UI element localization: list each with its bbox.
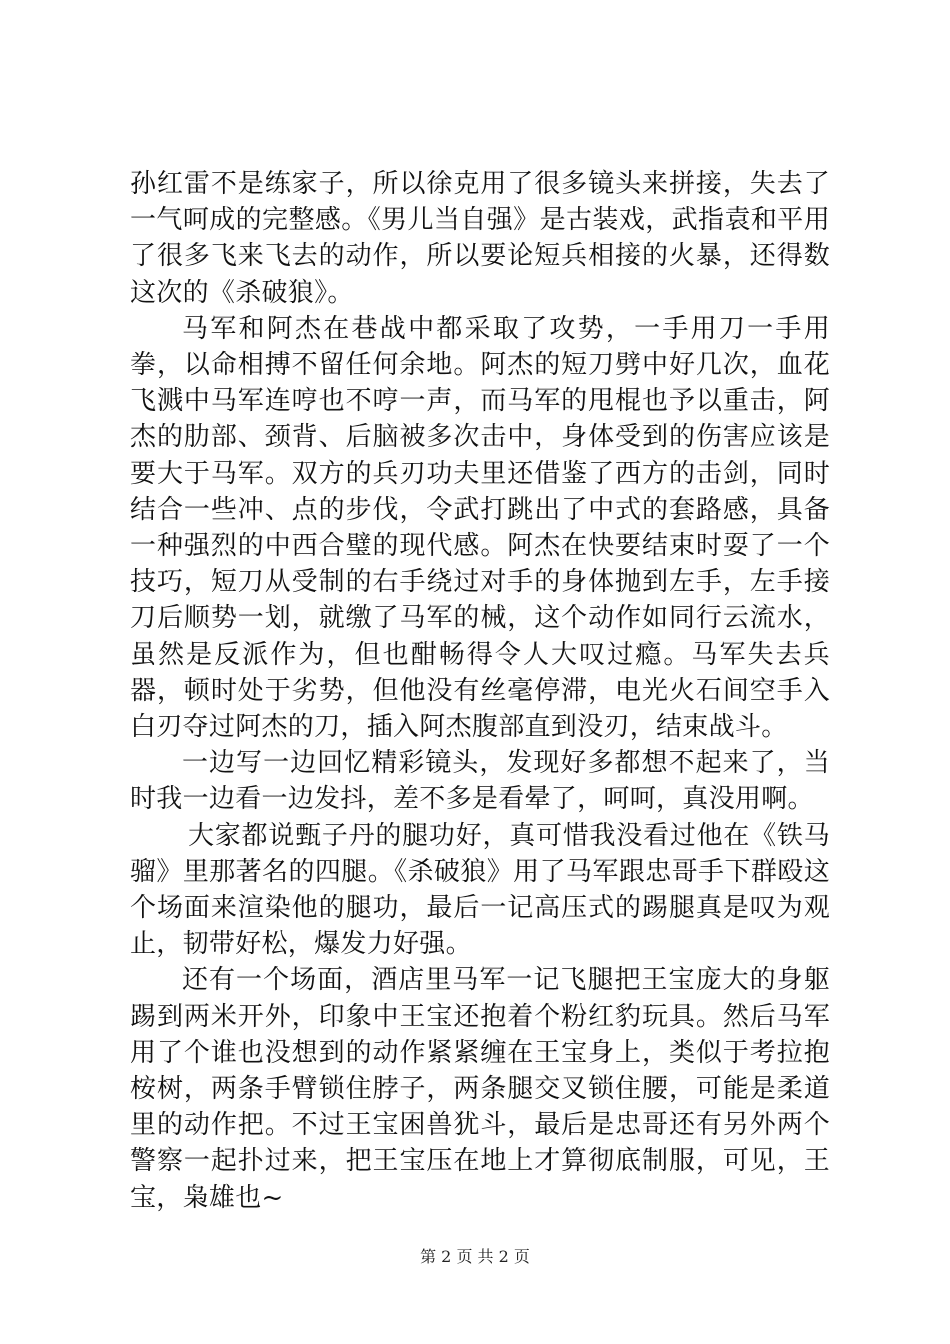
paragraph-recollection: 一边写一边回忆精彩镜头，发现好多都想不起来了，当时我一边看一边发抖，差不多是看晕了，呵呵，真没用啊。 [130, 748, 830, 815]
paragraph-kick-skill: 大家都说甄子丹的腿功好，真可惜我没看过他在《铁马骝》里那著名的四腿。《杀破狼》用了马军跟忠哥手下群殴这个场面来渲染他的腿功，最后一记高压式的踢腿真是叹为观止，韧带好松，爆发力好强。 [130, 820, 830, 960]
paragraph-alley-fight: 马军和阿杰在巷战中都采取了攻势，一手用刀一手用拳，以命相搏不留任何余地。阿杰的短刀劈中好几次，血花飞溅中马军连哼也不哼一声，而马军的甩棍也予以重击，阿杰的肋部、颈背、后脑被多次击中，身体受到的伤害应该是要大于马军。双方的兵刃功夫里还借鉴了西方的击剑，同时结合一些冲、点的步伐，令武打跳出了中式的套路感，具备一种强烈的中西合璧的现代感。阿杰在快要结束时耍了一个技巧，短刀从受制的右手绕过对手的身体抛到左手，左手接刀后顺势一划，就缴了马军的械，这个动作如同行云流水，虽然是反派作为，但也酣畅得令人大叹过瘾。马军失去兵器，顿时处于劣势，但他没有丝毫停滞，电光火石间空手入白刃夺过阿杰的刀，插入阿杰腹部直到没刃，结束战斗。 [130, 313, 830, 743]
paragraph-hotel-scene: 还有一个场面，酒店里马军一记飞腿把王宝庞大的身躯踢到两米开外，印象中王宝还抱着个粉红豹玩具。然后马军用了个谁也没想到的动作紧紧缠在王宝身上，类似于考拉抱桉树，两条手臂锁住脖子，两条腿交叉锁住腰，可能是柔道里的动作把。不过王宝困兽犹斗，最后是忠哥还有另外两个警察一起扑过来，把王宝压在地上才算彻底制服，可见，王宝，枭雄也~ [130, 965, 830, 1213]
article-body [130, 166, 830, 1216]
paragraph-continuation: 孙红雷不是练家子，所以徐克用了很多镜头来拼接，失去了一气呵成的完整感。《男儿当自强》是古装戏，武指袁和平用了很多飞来飞去的动作，所以要论短兵相接的火暴，还得数这次的《杀破狼》。 [130, 169, 830, 308]
page-number-footer: 第 2 页 共 2 页 [420, 1247, 530, 1266]
